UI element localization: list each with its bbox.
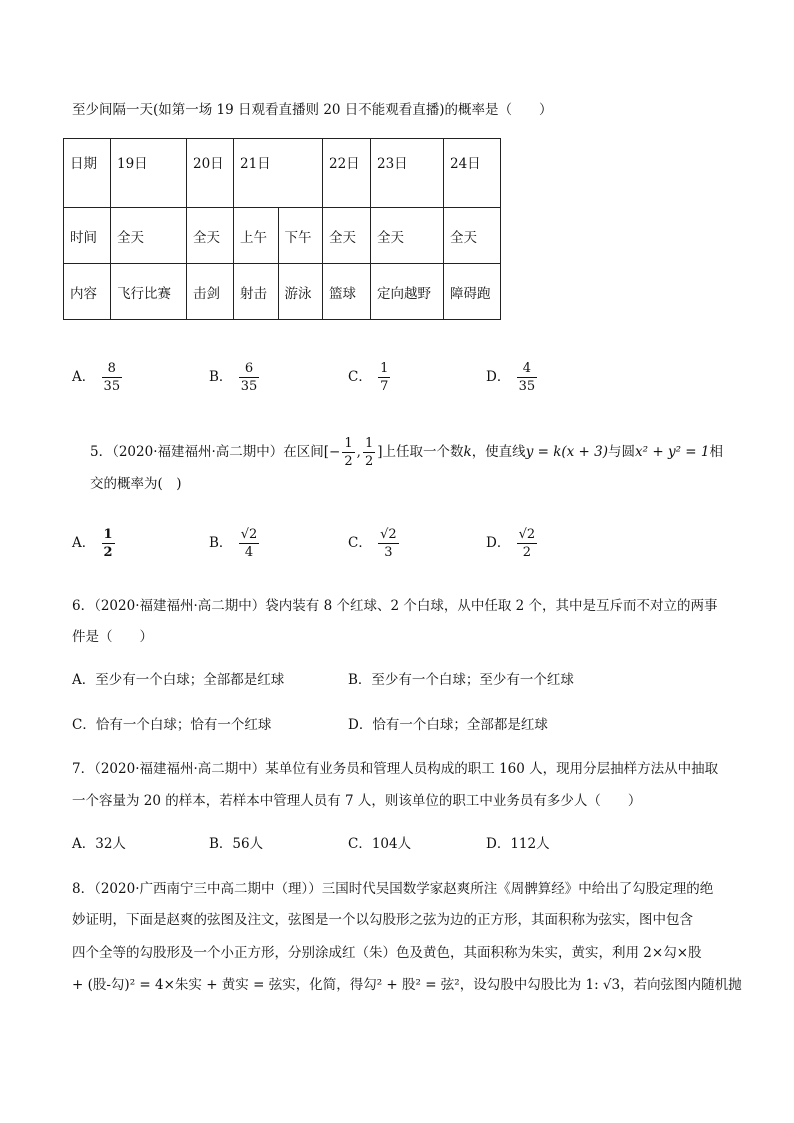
question-8-line3: 四个全等的勾股形及一个小正方形，分别涂成红（朱）色及黄色，其面积称为朱实，黄实，利用 2×勾×股 <box>72 945 702 961</box>
variable-k: k <box>463 444 472 460</box>
denominator: 35 <box>518 379 536 394</box>
option-letter: D． <box>486 535 511 551</box>
question-6-line1: 6．（2020·福建福州·高二期中）袋内装有 8 个红球、2 个白球，从中任取 2 个，其中是互斥而不对立的两事 <box>72 598 718 614</box>
option-a[interactable] <box>72 528 117 559</box>
denominator: 4 <box>244 545 254 560</box>
option-c[interactable] <box>348 362 392 393</box>
table-cell: 全天 <box>323 208 371 264</box>
q5-mid: ]上任取一个数 <box>377 444 464 460</box>
table-cell: 时间 <box>64 208 111 264</box>
q5-prefix: 5．（2020·福建福州·高二期中）在区间[ <box>90 444 330 460</box>
q5-text3: 与圆 <box>608 444 636 460</box>
option-b[interactable]: B．56人 <box>209 836 264 852</box>
minus-sign: − <box>329 444 341 460</box>
option-d[interactable]: D．恰有一个白球；全部都是红球 <box>348 717 548 733</box>
option-c[interactable]: C．恰有一个白球；恰有一个红球 <box>72 717 272 733</box>
schedule-table <box>63 138 501 320</box>
fraction <box>517 528 538 559</box>
numerator: 8 <box>102 362 123 378</box>
option-d[interactable] <box>486 362 539 393</box>
table-cell: 射击 <box>234 264 279 320</box>
table-cell: 24日 <box>444 139 501 208</box>
question-8-line2: 妙证明，下面是赵爽的弦图及注文，弦图是一个以勾股形之弦为边的正方形，其面积称为弦实，图中包含 <box>72 912 693 928</box>
denominator: 2 <box>364 454 374 469</box>
option-b[interactable] <box>209 528 261 559</box>
table-cell: 19日 <box>111 139 187 208</box>
table-cell: 全天 <box>187 208 234 264</box>
numerator: 1 <box>364 436 374 451</box>
fraction <box>102 528 115 559</box>
question-5-line2: 交的概率为( ) <box>90 476 182 492</box>
option-c[interactable] <box>348 528 401 559</box>
table-cell: 上午 <box>234 208 279 264</box>
option-a[interactable]: A．至少有一个白球；全部都是红球 <box>72 672 285 688</box>
fraction <box>517 362 538 393</box>
option-letter: C． <box>348 369 372 385</box>
numerator: 1 <box>103 527 113 542</box>
table-cell: 23日 <box>371 139 444 208</box>
table-cell: 20日 <box>187 139 234 208</box>
question-8-line4: + (股-勾)² = 4×朱实 + 黄实 = 弦实，化简，得勾² + 股² = 弦²，设勾股中勾股比为 1: √3，若向弦图内随机抛 <box>72 977 742 993</box>
denominator: 2 <box>344 454 353 469</box>
numerator: 1 <box>344 436 353 451</box>
numerator: √2 <box>380 527 397 542</box>
fraction <box>363 437 375 468</box>
table-row <box>64 139 501 208</box>
option-letter: B． <box>209 369 233 385</box>
question-7-line2: 一个容量为 20 的样本，若样本中管理人员有 7 人，则该单位的职工中业务员有多少人（ ） <box>72 793 642 809</box>
table-cell: 全天 <box>371 208 444 264</box>
numerator: 1 <box>380 361 389 376</box>
table-cell: 日期 <box>64 139 111 208</box>
table-cell: 内容 <box>64 264 111 320</box>
table-cell: 障碍跑 <box>444 264 501 320</box>
circle-equation: x² + y² = 1 <box>635 444 710 460</box>
table-cell: 全天 <box>444 208 501 264</box>
table-cell: 飞行比赛 <box>111 264 187 320</box>
numerator: 6 <box>239 362 260 378</box>
intro-text: 至少间隔一天(如第一场 19 日观看直播则 20 日不能观看直播)的概率是（ ） <box>72 102 553 118</box>
option-b[interactable] <box>209 362 261 393</box>
numerator: √2 <box>240 527 258 542</box>
fraction <box>102 362 123 393</box>
option-letter: B． <box>209 535 233 551</box>
q5-text4: 相 <box>709 444 723 460</box>
fraction <box>342 437 354 468</box>
numerator: 4 <box>517 362 538 378</box>
denominator: 7 <box>380 379 389 394</box>
option-letter: A． <box>72 369 96 385</box>
option-a[interactable] <box>72 362 124 393</box>
question-7-line1: 7．（2020·福建福州·高二期中）某单位有业务员和管理人员构成的职工 160 人，现用分层抽样方法从中抽取 <box>72 761 719 777</box>
fraction <box>378 528 399 559</box>
denominator: 3 <box>384 545 393 560</box>
table-cell: 22日 <box>323 139 371 208</box>
table-cell: 全天 <box>111 208 187 264</box>
table-cell: 21日 <box>234 139 323 208</box>
table-cell: 篮球 <box>323 264 371 320</box>
numerator: √2 <box>518 527 536 542</box>
line-equation: y = k(x + 3) <box>525 444 609 460</box>
option-letter: D． <box>486 369 511 385</box>
fraction <box>378 362 390 393</box>
denominator: 35 <box>240 379 258 394</box>
table-cell: 击剑 <box>187 264 234 320</box>
option-d[interactable] <box>486 528 539 559</box>
option-a[interactable]: A．32人 <box>72 836 126 852</box>
option-letter: C． <box>348 535 372 551</box>
table-row <box>64 208 501 264</box>
option-b[interactable]: B．至少有一个白球；至少有一个红球 <box>348 672 574 688</box>
question-6-line2: 件是（ ） <box>72 629 153 645</box>
fraction <box>239 528 260 559</box>
option-c[interactable]: C．104人 <box>348 836 412 852</box>
fraction <box>239 362 260 393</box>
denominator: 35 <box>103 379 121 394</box>
option-d[interactable]: D．112人 <box>486 836 550 852</box>
table-cell: 游泳 <box>278 264 323 320</box>
option-letter: A． <box>72 535 96 551</box>
q5-text2: ，使直线 <box>471 444 526 460</box>
table-cell: 下午 <box>278 208 323 264</box>
denominator: 2 <box>103 545 113 560</box>
question-8-line1: 8．（2020·广西南宁三中高二期中（理））三国时代吴国数学家赵爽所注《周髀算经》中给出了勾股定理的绝 <box>72 881 714 897</box>
table-row <box>64 264 501 320</box>
denominator: 2 <box>522 545 532 560</box>
question-5-line1: 5．（2020·福建福州·高二期中）在区间[− $\frac{1}{2}$ , $\frac{1}{2}$ ]上任取一个数k，使直线y = k(x + 3)与圆x² + y² = 1相 <box>90 436 723 469</box>
table-cell: 定向越野 <box>371 264 444 320</box>
